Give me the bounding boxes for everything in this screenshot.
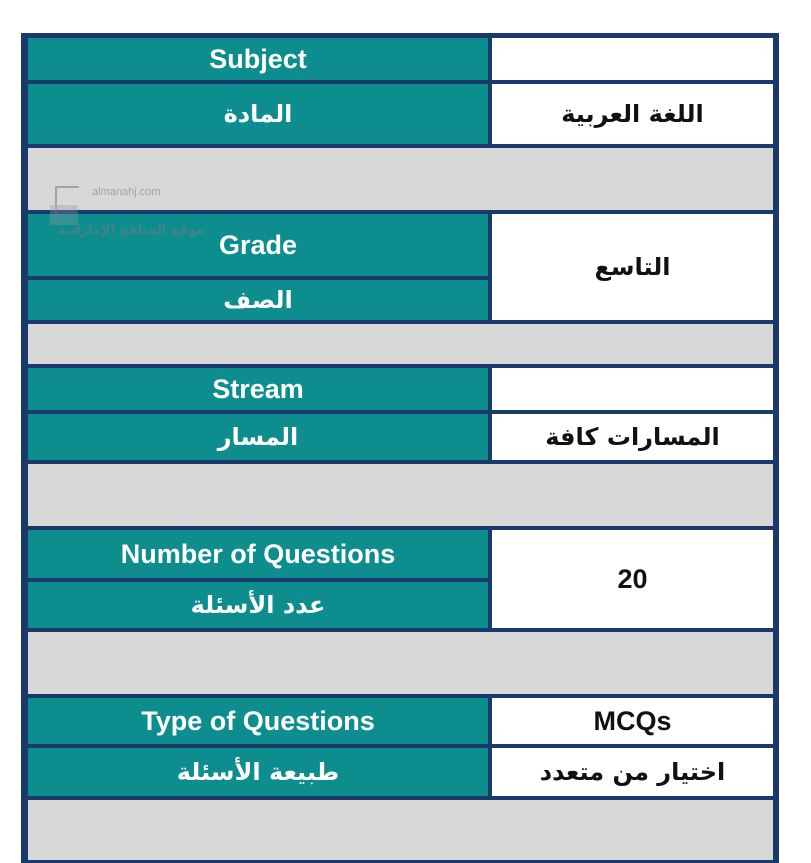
number-value: 20 [492,530,773,628]
type-value-ar: اختيار من متعدد [492,748,773,796]
stream-label-ar: المسار [28,414,488,460]
subject-label-ar: المادة [28,84,488,144]
stream-value-top [492,368,773,410]
type-value-en: MCQs [492,698,773,744]
watermark-url: almanahj.com [92,186,161,198]
type-label-ar: طبيعة الأسئلة [28,748,488,796]
grade-value: التاسع [492,214,773,320]
spacer-row [28,632,773,694]
watermark-brand: موقع المناهج الإماراتية [58,223,205,238]
spacer-row [28,324,773,364]
stream-label-en: Stream [28,368,488,410]
stream-value: المسارات كافة [492,414,773,460]
spacer-row [28,800,773,860]
grade-label-ar: الصف [28,280,488,320]
logo-block-icon [50,205,78,225]
subject-value: اللغة العربية [492,84,773,144]
number-label-ar: عدد الأسئلة [28,582,488,628]
spacer-row [28,464,773,526]
subject-value-top [492,38,773,80]
subject-label-en: Subject [28,38,488,80]
number-label-en: Number of Questions [28,530,488,578]
grade-label-en: Grade [28,214,488,276]
type-label-en: Type of Questions [28,698,488,744]
watermark-logo [50,183,205,253]
